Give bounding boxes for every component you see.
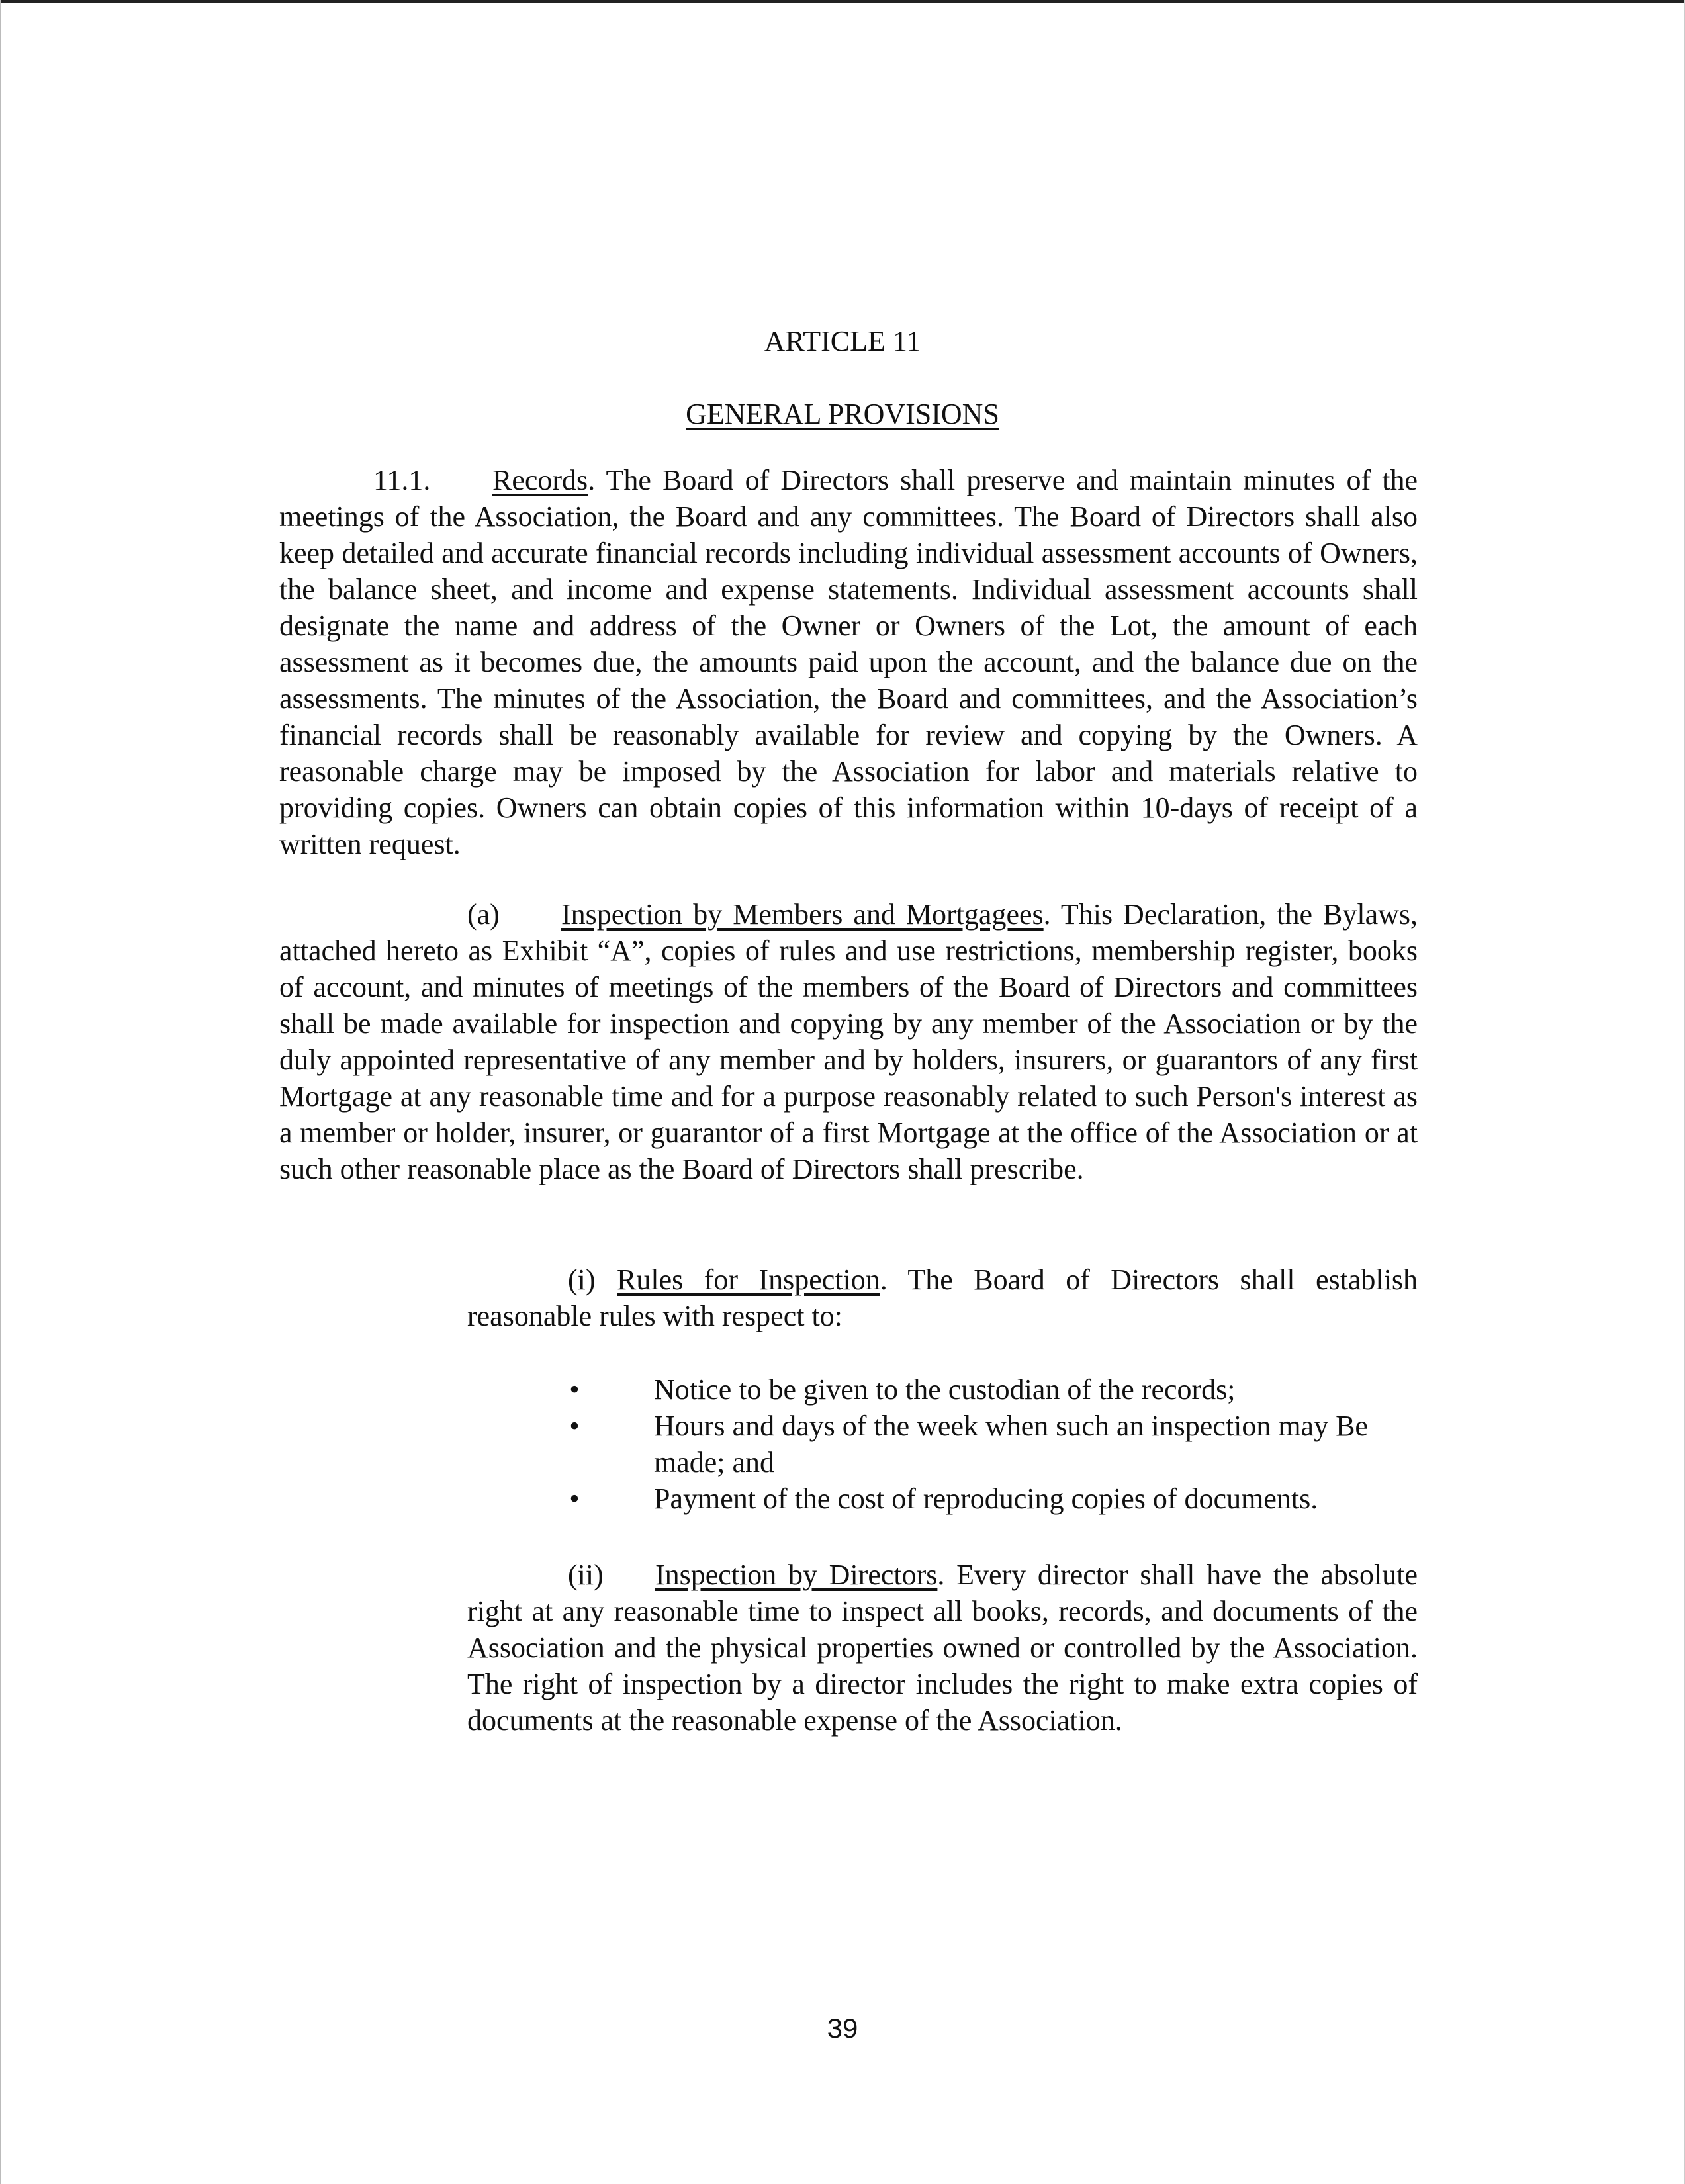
records-number: 11.1.	[373, 464, 431, 496]
bullet-icon: •	[569, 1482, 580, 1515]
article-heading: ARTICLE 11	[764, 325, 921, 357]
records-heading: Records	[492, 464, 588, 496]
rules-paragraph	[467, 1261, 1418, 1334]
bullet-icon: •	[569, 1373, 580, 1406]
list-item	[556, 1480, 1418, 1517]
section-title-text: GENERAL PROVISIONS	[686, 398, 999, 430]
rules-heading: Rules for Inspection	[617, 1263, 880, 1296]
rules-bullet-list	[556, 1371, 1418, 1517]
records-paragraph	[279, 462, 1418, 862]
page-number: 39	[827, 2013, 858, 2044]
inspection-text: . This Declaration, the Bylaws, attached hereto as Exhibit “A”, copies of rules and use restrictions, membership register, books of account, and minutes of meetings of the members of the Board of Directors and committees shall be made available for inspection and copying by any member of the Association or by the duly appointed representative of any member and by holders, insurers, or guarantors of any first Mortgage at any reasonable time and for a purpose reasonably related to such Person's interest as a member or holder, insurer, or guarantor of a first Mortgage at the office of the Association or at such other reasonable place as the Board of Directors shall prescribe.	[279, 898, 1418, 1185]
inspection-heading: Inspection by Members and Mortgagees	[561, 898, 1044, 931]
rules-number: (i)	[568, 1263, 596, 1296]
scan-edge-top	[0, 0, 1685, 3]
bullet-text: Payment of the cost of reproducing copies of documents.	[654, 1482, 1318, 1515]
records-text: . The Board of Directors shall preserve and maintain minutes of the meetings of the Association, the Board and any committees. The Board of Directors shall also keep detailed and accurate financial records including individual assessment accounts of Owners, the balance sheet, and income and expense statements. Individual assessment accounts shall designate the name and address of the Owner or Owners of the Lot, the amount of each assessment as it becomes due, the amounts paid upon the account, and the balance due on the assessments. The minutes of the Association, the Board and committees, and the Association’s financial records shall be reasonably available for review and copying by the Owners. A reasonable charge may be imposed by the Association for labor and materials relative to providing copies. Owners can obtain copies of this information within 10-days of receipt of a written request.	[279, 464, 1418, 860]
list-item	[556, 1408, 1418, 1480]
directors-heading: Inspection by Directors	[655, 1559, 938, 1591]
bullet-icon: •	[569, 1410, 580, 1442]
inspection-number: (a)	[467, 898, 500, 931]
directors-paragraph	[467, 1557, 1418, 1739]
rules-text: . The Board of Directors shall establish reasonable rules with respect to:	[467, 1263, 1418, 1332]
inspection-paragraph	[279, 896, 1418, 1187]
bullet-text: Notice to be given to the custodian of the records;	[654, 1373, 1236, 1406]
list-item	[556, 1371, 1418, 1408]
bullet-text: Hours and days of the week when such an inspection may Be made; and	[654, 1410, 1368, 1479]
directors-text: . Every director shall have the absolute right at any reasonable time to inspect all books, records, and documents of the Association and the physical properties owned or controlled by the Association. The right of inspection by a director includes the right to make extra copies of documents at the reasonable expense of the Association.	[467, 1559, 1418, 1737]
section-title	[0, 396, 1685, 433]
directors-number: (ii)	[568, 1559, 604, 1591]
